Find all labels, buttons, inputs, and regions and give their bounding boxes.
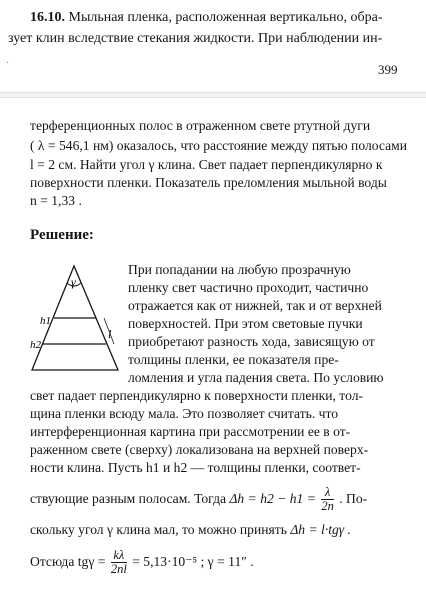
formula-frac-den: 2n: [321, 499, 334, 514]
problem-first-line: [30, 10, 383, 26]
apex-label: γ: [71, 275, 76, 289]
final-pre: Отсюда tgγ =: [30, 554, 106, 569]
solution-line-3: отражается как от нижней, так и от верхней: [128, 298, 382, 313]
solution-line-10: интерференционная картина при рассмотрении ее в от-: [30, 424, 351, 439]
problem-text-line7: n = 1,33 .: [30, 193, 82, 208]
problem-text-line6: поверхности пленки. Показатель преломления мыльной воды: [30, 175, 387, 190]
approx-line: [30, 522, 351, 538]
problem-text-line1: Мыльная пленка, расположенная вертикально, обра-: [68, 10, 383, 25]
formula-delta: Δh = h2 − h1 =: [229, 491, 316, 506]
final-post: = 5,13·10⁻⁵ ; γ = 11″ .: [132, 554, 254, 569]
formula-line: [30, 484, 367, 514]
formula-line-post: . По-: [339, 491, 368, 506]
solution-line-11: раженном свете (сверху) локализована на верхней поверх-: [30, 442, 369, 457]
l-label: l: [108, 327, 112, 341]
final-frac-den: 2nl: [110, 562, 127, 577]
h1-label: h1: [40, 315, 51, 327]
formula-fraction: [321, 486, 334, 513]
page-divider: [0, 92, 426, 98]
final-frac-num: kλ: [111, 549, 127, 563]
problem-text-line5: l = 2 см. Найти угол γ клина. Свет падает перпендикулярно к: [30, 157, 383, 172]
solution-line-9: щина пленки всюду мала. Это позволяет считать. что: [30, 406, 339, 421]
page-number: 399: [378, 62, 398, 77]
solution-heading: Решение:: [30, 227, 94, 243]
solution-line-7: ломления и угла падения света. По условию: [128, 370, 384, 385]
margin-dot: ·: [6, 58, 10, 69]
h2-label: h2: [30, 339, 41, 351]
solution-line-5: приобретают разность хода, зависящую от: [128, 334, 375, 349]
solution-line-2: пленку свет частично проходит, частично: [128, 280, 369, 295]
wedge-figure: [26, 262, 122, 376]
problem-number: 16.10.: [30, 10, 65, 25]
solution-line-8: свет падает перпендикулярно к поверхности пленки, тол-: [30, 388, 363, 403]
problem-text-line2: зует клин вследствие стекания жидкости. При наблюдении ин-: [8, 31, 383, 46]
solution-line-4: поверхностей. При этом световые пучки: [128, 316, 363, 331]
approx-line-text: скольку угол γ клина мал, то можно принять: [30, 522, 287, 537]
problem-text-line3: терференционных полос в отраженном свете ртутной дуги: [30, 118, 371, 133]
solution-line-1: При попадании на любую прозрачную: [128, 262, 351, 277]
solution-line-12: ности клина. Пусть h1 и h2 — толщины пленки, соответ-: [30, 460, 361, 475]
problem-text-line4: ( λ = 546,1 нм) оказалось, что расстояние между пятью полосами: [30, 138, 407, 153]
formula-line-pre: ствующие разным полосам. Тогда: [30, 491, 227, 506]
approx-formula: Δh = l·tgγ .: [290, 522, 351, 537]
solution-line-6: толщины пленки, ее показателя пре-: [128, 352, 339, 367]
final-line: [30, 546, 254, 578]
formula-frac-num: λ: [321, 486, 334, 500]
final-fraction: [111, 549, 127, 576]
